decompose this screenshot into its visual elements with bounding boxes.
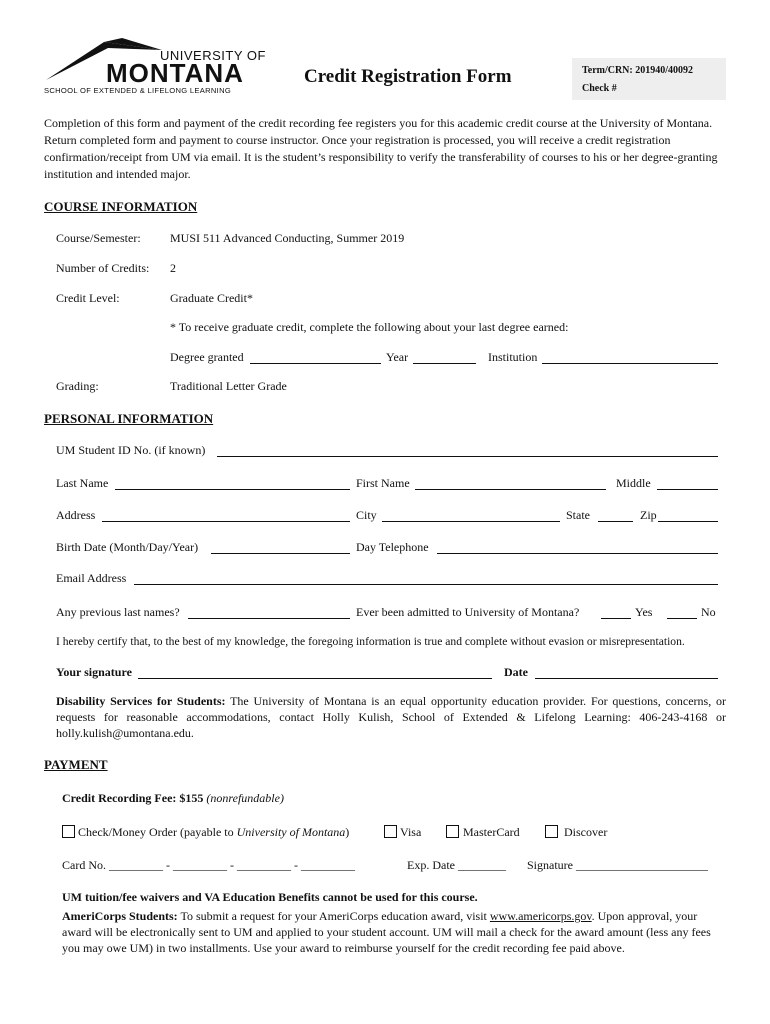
day-phone-label: Day Telephone [356,540,429,554]
credits-value: 2 [170,261,176,275]
middle-field[interactable] [657,489,718,490]
previous-names-label: Any previous last names? [56,605,180,619]
fee-note: (nonrefundable) [206,791,284,805]
term-crn: Term/CRN: 201940/40092 [582,65,694,76]
discover-checkbox[interactable] [545,825,558,838]
zip-label: Zip [640,508,657,522]
course-info-heading: COURSE INFORMATION [44,199,198,214]
first-name-label: First Name [356,476,410,490]
course-semester-label: Course/Semester: [56,231,141,245]
first-name-field[interactable] [415,489,606,490]
visa-label: Visa [400,825,422,839]
degree-granted-field[interactable] [250,363,381,364]
state-label: State [566,508,590,522]
credits-label: Number of Credits: [56,261,150,275]
americorps-note: AmeriCorps Students: To submit a request for your AmeriCorps education award, visit www.americorps.gov. Upon approval, your award will be electronically sent to UM and applied to your student account. UM will mail a check for the award amount (less any fees you may owe UM) in two installments. Use your award to reimburse yourself for the credit recording fee paid above. [62,909,711,955]
last-name-field[interactable] [115,489,350,490]
americorps-link[interactable]: www.americorps.gov [489,909,592,923]
card-number-field[interactable]: Card No. _________ - _________ - _________ - _________ [62,858,355,872]
email-field[interactable] [134,584,718,585]
address-label: Address [56,508,96,522]
disability-services-note [56,693,726,741]
student-id-label: UM Student ID No. (if known) [56,443,206,457]
day-phone-field[interactable] [437,553,718,554]
course-semester-value: MUSI 511 Advanced Conducting, Summer 2019 [170,231,405,245]
payment-heading: PAYMENT [44,757,108,772]
visa-checkbox[interactable] [384,825,397,838]
signature-label: Your signature [56,665,132,679]
degree-granted-label: Degree granted [170,350,244,364]
logo-university-of: UNIVERSITY OF [160,48,266,63]
admitted-no-field[interactable] [667,618,697,619]
mastercard-checkbox[interactable] [446,825,459,838]
personal-info-heading: PERSONAL INFORMATION [44,411,214,426]
office-use-box [572,58,726,100]
zip-field[interactable] [658,521,718,522]
fee-line [62,791,284,806]
last-name-label: Last Name [56,476,109,490]
institution-label: Institution [488,350,538,364]
grading-value: Traditional Letter Grade [170,379,287,393]
birth-date-label: Birth Date (Month/Day/Year) [56,540,199,554]
date-label: Date [504,665,528,679]
grading-label: Grading: [56,379,99,393]
intro-paragraph: Completion of this form and payment of the credit recording fee registers you for this academic credit course at the University of Montana. Return completed form and payment to course instructor. Once your registration is processed, you will receive a credit registration confirmation/receipt from UM via email. It is the student’s responsibility to verify the transferability of courses to his or her degree-granting institution and intended major. [44,116,718,181]
admitted-label: Ever been admitted to University of Montana? [356,605,580,619]
address-field[interactable] [102,521,350,522]
certification-statement: I hereby certify that, to the best of my knowledge, the foregoing information is true and complete without evasion or misrepresentation. [56,635,685,648]
degree-year-field[interactable] [413,363,476,364]
waiver-note: UM tuition/fee waivers and VA Education Benefits cannot be used for this course. [62,890,478,904]
city-label: City [356,508,377,522]
credit-level-label: Credit Level: [56,291,120,305]
admitted-no-label: No [701,605,716,619]
birth-date-field[interactable] [211,553,350,554]
check-money-order-label: Check/Money Order (payable to University of Montana) [78,825,350,839]
state-field[interactable] [598,521,633,522]
credit-level-value: Graduate Credit* [170,291,253,305]
disability-text: The University of Montana is an equal opportunity education provider. For questions, concerns, or requests for reasonable accommodations, contact Holly Kulish, School of Extended & Lifelong Learning: 406-243-4168 or holly.kulish@umontana.edu. [56,694,726,740]
admitted-yes-field[interactable] [601,618,631,619]
middle-label: Middle [616,476,651,490]
exp-date-field[interactable]: Exp. Date ________ [407,858,506,872]
date-field[interactable] [535,678,718,679]
page-title: Credit Registration Form [304,66,512,87]
email-label: Email Address [56,571,127,585]
disability-label: Disability Services for Students: [56,694,226,708]
admitted-yes-label: Yes [635,605,653,619]
check-number-label: Check # [582,83,617,94]
previous-names-field[interactable] [188,618,350,619]
signature-field[interactable] [138,678,492,679]
grad-credit-note: * To receive graduate credit, complete the following about your last degree earned: [170,320,569,334]
city-field[interactable] [382,521,560,522]
mastercard-label: MasterCard [463,825,520,839]
card-signature-field[interactable]: Signature ______________________ [527,858,708,872]
degree-year-label: Year [386,350,409,364]
discover-label: Discover [564,825,608,839]
student-id-field[interactable] [217,456,718,457]
fee-label: Credit Recording Fee: $155 [62,791,204,805]
logo-montana: MONTANA [106,58,244,88]
check-money-order-checkbox[interactable] [62,825,75,838]
institution-field[interactable] [542,363,718,364]
logo-school: SCHOOL OF EXTENDED & LIFELONG LEARNING [44,86,232,95]
